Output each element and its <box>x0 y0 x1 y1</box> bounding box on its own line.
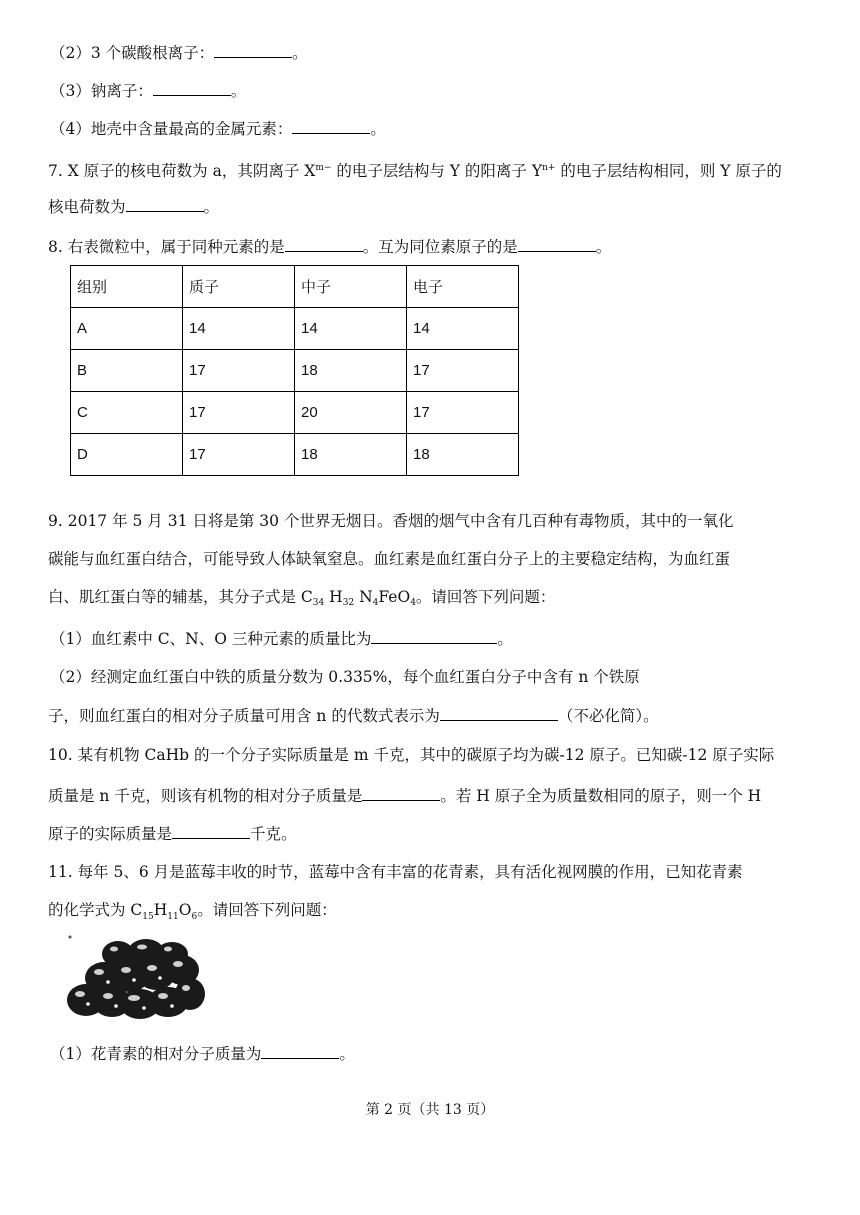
table-cell: 14 <box>295 308 407 350</box>
answer-blank[interactable] <box>292 118 370 134</box>
q9-line2: 碳能与血红蛋白结合，可能导致人体缺氧窒息。血红素是血红蛋白分子上的主要稳定结构，为血红蛋 <box>48 550 731 568</box>
table-cell: 17 <box>407 392 519 434</box>
table-header-cell: 质子 <box>183 266 295 308</box>
table-row <box>71 392 519 434</box>
table-cell: 18 <box>295 350 407 392</box>
table-header-row <box>71 266 519 308</box>
q7-line1: 7. X 原子的核电荷数为 a，其阴离子 $X^{m-}$ 的电子层结构与 Y 的阳离子 $Y^{n+}$ 的电子层结构相同，则 Y 原子的 <box>48 162 782 181</box>
answer-blank[interactable] <box>261 1043 339 1059</box>
table-cell: B <box>71 350 183 392</box>
q10-line2: 质量是 n 千克，则该有机物的相对分子质量是 。若 H 原子全为质量数相同的原子，则一个 H <box>48 787 762 805</box>
q10-line1: 10. 某有机物 CaHb 的一个分子实际质量是 m 千克，其中的碳原子均为碳-12 原子。已知碳-12 原子实际 <box>48 746 775 764</box>
table-cell: C <box>71 392 183 434</box>
q11-line1: 11. 每年 5、6 月是蓝莓丰收的时节，蓝莓中含有丰富的花青素，具有活化视网膜的作用，已知花青素 <box>48 863 743 881</box>
q7-line2: 核电荷数为 。 <box>48 198 220 216</box>
q9-line3: 白、肌红蛋白等的辅基，其分子式是 C34 H32 N4FeO4。请回答下列问题： <box>48 588 556 608</box>
answer-blank[interactable] <box>371 628 497 644</box>
answer-blank[interactable] <box>153 80 231 96</box>
table-cell: 17 <box>183 392 295 434</box>
page-footer: 第 2 页（共 13 页） <box>365 1102 495 1118</box>
answer-blank[interactable] <box>440 705 558 721</box>
table-header-cell: 中子 <box>295 266 407 308</box>
q9-part2-cont: 子，则血红蛋白的相对分子质量可用含 n 的代数式表示为 （不必化简）。 <box>48 707 659 725</box>
q9-part2: （2）经测定血红蛋白中铁的质量分数为 0.335%，每个血红蛋白分子中含有 n 个铁原 <box>50 668 640 686</box>
q9-part1: （1）血红素中 C、N、O 三种元素的质量比为 。 <box>50 630 513 648</box>
table-cell: 20 <box>295 392 407 434</box>
table-cell: 14 <box>183 308 295 350</box>
table-cell: A <box>71 308 183 350</box>
table-row <box>71 434 519 476</box>
q9-line1: 9. 2017 年 5 月 31 日将是第 30 个世界无烟日。香烟的烟气中含有几百种有毒物质，其中的一氧化 <box>48 512 734 530</box>
table-header-cell: 组别 <box>71 266 183 308</box>
table-row <box>71 350 519 392</box>
table-row <box>71 308 519 350</box>
blueberries-image <box>64 932 209 1024</box>
q6-part3: （3）钠离子： 。 <box>50 82 247 100</box>
answer-blank[interactable] <box>172 823 250 839</box>
q10-line3: 原子的实际质量是 千克。 <box>48 825 297 843</box>
table-cell: D <box>71 434 183 476</box>
table-header-cell: 电子 <box>407 266 519 308</box>
answer-blank[interactable] <box>518 236 596 252</box>
q11-part1: （1）花青素的相对分子质量为 。 <box>50 1045 355 1063</box>
q6-part2: （2）3 个碳酸根离子： 。 <box>50 44 308 62</box>
answer-blank[interactable] <box>362 785 440 801</box>
q11-line2: 的化学式为 $C_{15}H_{11}O_6$。请回答下列问题： <box>48 901 337 923</box>
answer-blank[interactable] <box>214 42 292 58</box>
table-cell: 18 <box>407 434 519 476</box>
q6-part4: （4）地壳中含量最高的金属元素： 。 <box>50 120 386 138</box>
table-cell: 18 <box>295 434 407 476</box>
table-cell: 17 <box>407 350 519 392</box>
table-cell: 17 <box>183 434 295 476</box>
table-cell: 14 <box>407 308 519 350</box>
table-cell: 17 <box>183 350 295 392</box>
answer-blank[interactable] <box>285 236 363 252</box>
particle-table <box>70 265 519 476</box>
answer-blank[interactable] <box>126 196 204 212</box>
q8-question: 8. 右表微粒中，属于同种元素的是 。互为同位素原子的是 。 <box>48 238 612 256</box>
